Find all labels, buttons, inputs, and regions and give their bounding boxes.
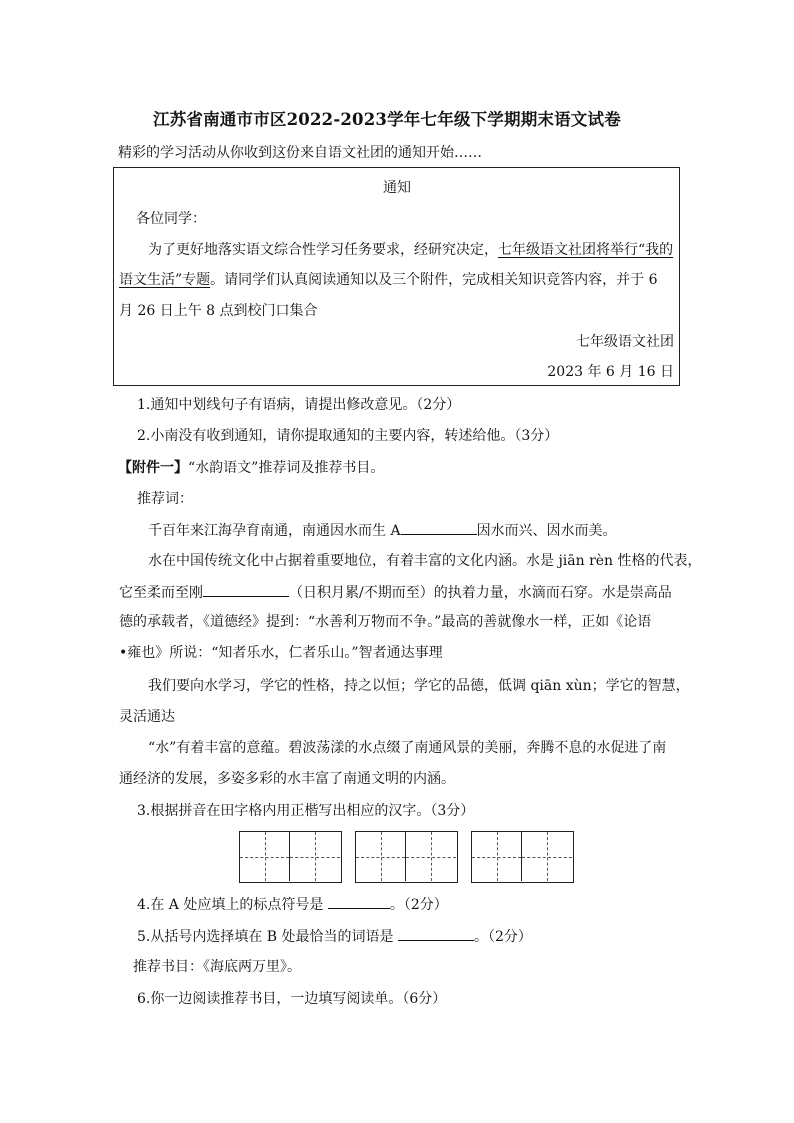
question-5-score: 。（2分） xyxy=(474,929,532,945)
notice-body-line-2 xyxy=(119,270,658,290)
question-4-score: 。（2分） xyxy=(389,897,448,913)
blank-a[interactable] xyxy=(401,520,477,535)
paragraph-2-text: 它至柔而至刚 xyxy=(119,585,203,601)
paragraph-1-text: 千百年来江海孕育南通，南通因水而生 A xyxy=(148,523,401,539)
writing-grid-1[interactable] xyxy=(239,831,342,883)
notice-body-text: 为了更好地落实语文综合性学习任务要求，经研究决定， xyxy=(148,242,498,258)
attachment-1-heading xyxy=(118,458,384,478)
writing-grid-2[interactable] xyxy=(355,831,458,883)
question-4 xyxy=(137,894,448,915)
blank-b[interactable] xyxy=(203,582,289,597)
notice-heading: 通知 xyxy=(383,180,411,196)
recommend-books: 推荐书目：《海底两万里》。 xyxy=(133,959,301,975)
notice-body-text: 。请同学们认真阅读通知以及三个附件，完成相关知识竞答内容，并于 6 xyxy=(210,272,658,288)
paragraph-1 xyxy=(148,520,617,541)
notice-body-line-1 xyxy=(148,240,673,260)
attachment-1-label: 【附件一】 xyxy=(118,460,188,476)
paragraph-2-line-3: 德的承载者，《道德经》提到：“水善利万物而不争。”最高的善就像水一样，正如《论语 xyxy=(119,614,652,630)
question-4-text: 4.在 A 处应填上的标点符号是 xyxy=(137,897,324,913)
paragraph-4-line-1: “水”有着丰富的意蕴。碧波荡漾的水点缀了南通风景的美丽，奔腾不息的水促进了南 xyxy=(148,740,667,756)
paragraph-2-line-1: 水在中国传统文化中占据着重要地位，有着丰富的文化内涵。水是 jiān rèn 性格的代表， xyxy=(148,553,702,569)
page-title: 江苏省南通市市区2022-2023学年七年级下学期期末语文试卷 xyxy=(153,110,621,129)
writing-grid-3[interactable] xyxy=(471,831,574,883)
paragraph-2-text-end: （日积月累/不期而至）的执着力量，水滴而石穿。水是崇高品 xyxy=(289,585,672,601)
attachment-1-desc: “水韵语文”推荐词及推荐书目。 xyxy=(188,460,385,476)
paragraph-2-line-4: •雍也》所说：“知者乐水，仁者乐山。”智者通达事理 xyxy=(119,645,443,661)
question-6: 6.你一边阅读推荐书目，一边填写阅读单。（6分） xyxy=(137,991,447,1007)
underlined-sentence-end: 语文生活”专题 xyxy=(119,272,211,288)
question-3: 3.根据拼音在田字格内用正楷写出相应的汉字。（3分） xyxy=(137,803,475,819)
answer-blank-5[interactable] xyxy=(398,926,474,941)
grid-cell[interactable] xyxy=(240,832,290,881)
paragraph-3-line-2: 灵活通达 xyxy=(119,709,175,725)
question-5 xyxy=(137,926,532,947)
intro-text: 精彩的学习活动从你收到这份来自语文社团的通知开始…… xyxy=(118,145,482,161)
notice-body-line-3: 月 26 日上午 8 点到校门口集合 xyxy=(119,303,318,319)
notice-date: 2023 年 6 月 16 日 xyxy=(547,364,674,380)
paragraph-1-text-end: 因水而兴、因水而美。 xyxy=(476,523,617,539)
recommend-word-label: 推荐词： xyxy=(137,491,193,507)
answer-blank-4[interactable] xyxy=(328,894,390,909)
question-1: 1.通知中划线句子有语病，请提出修改意见。（2分） xyxy=(137,397,461,413)
grid-cell[interactable] xyxy=(356,832,406,881)
paragraph-4-line-2: 通经济的发展，多姿多彩的水丰富了南通文明的内涵。 xyxy=(119,771,455,787)
question-5-text: 5.从括号内选择填在 B 处最恰当的词语是 xyxy=(137,929,394,945)
question-2: 2.小南没有收到通知，请你提取通知的主要内容，转述给他。（3分） xyxy=(137,428,559,444)
grid-cell[interactable] xyxy=(290,832,340,881)
notice-signature: 七年级语文社团 xyxy=(576,334,674,350)
paragraph-3-line-1: 我们要向水学习，学它的性格，持之以恒；学它的品德，低调 qiān xùn；学它的智慧， xyxy=(148,678,690,694)
grid-cell[interactable] xyxy=(406,832,456,881)
paragraph-2-line-2 xyxy=(119,582,672,603)
notice-salutation: 各位同学： xyxy=(136,211,206,227)
underlined-sentence: 七年级语文社团将举行“我的 xyxy=(498,242,674,258)
grid-cell[interactable] xyxy=(472,832,522,881)
grid-cell[interactable] xyxy=(522,832,572,881)
